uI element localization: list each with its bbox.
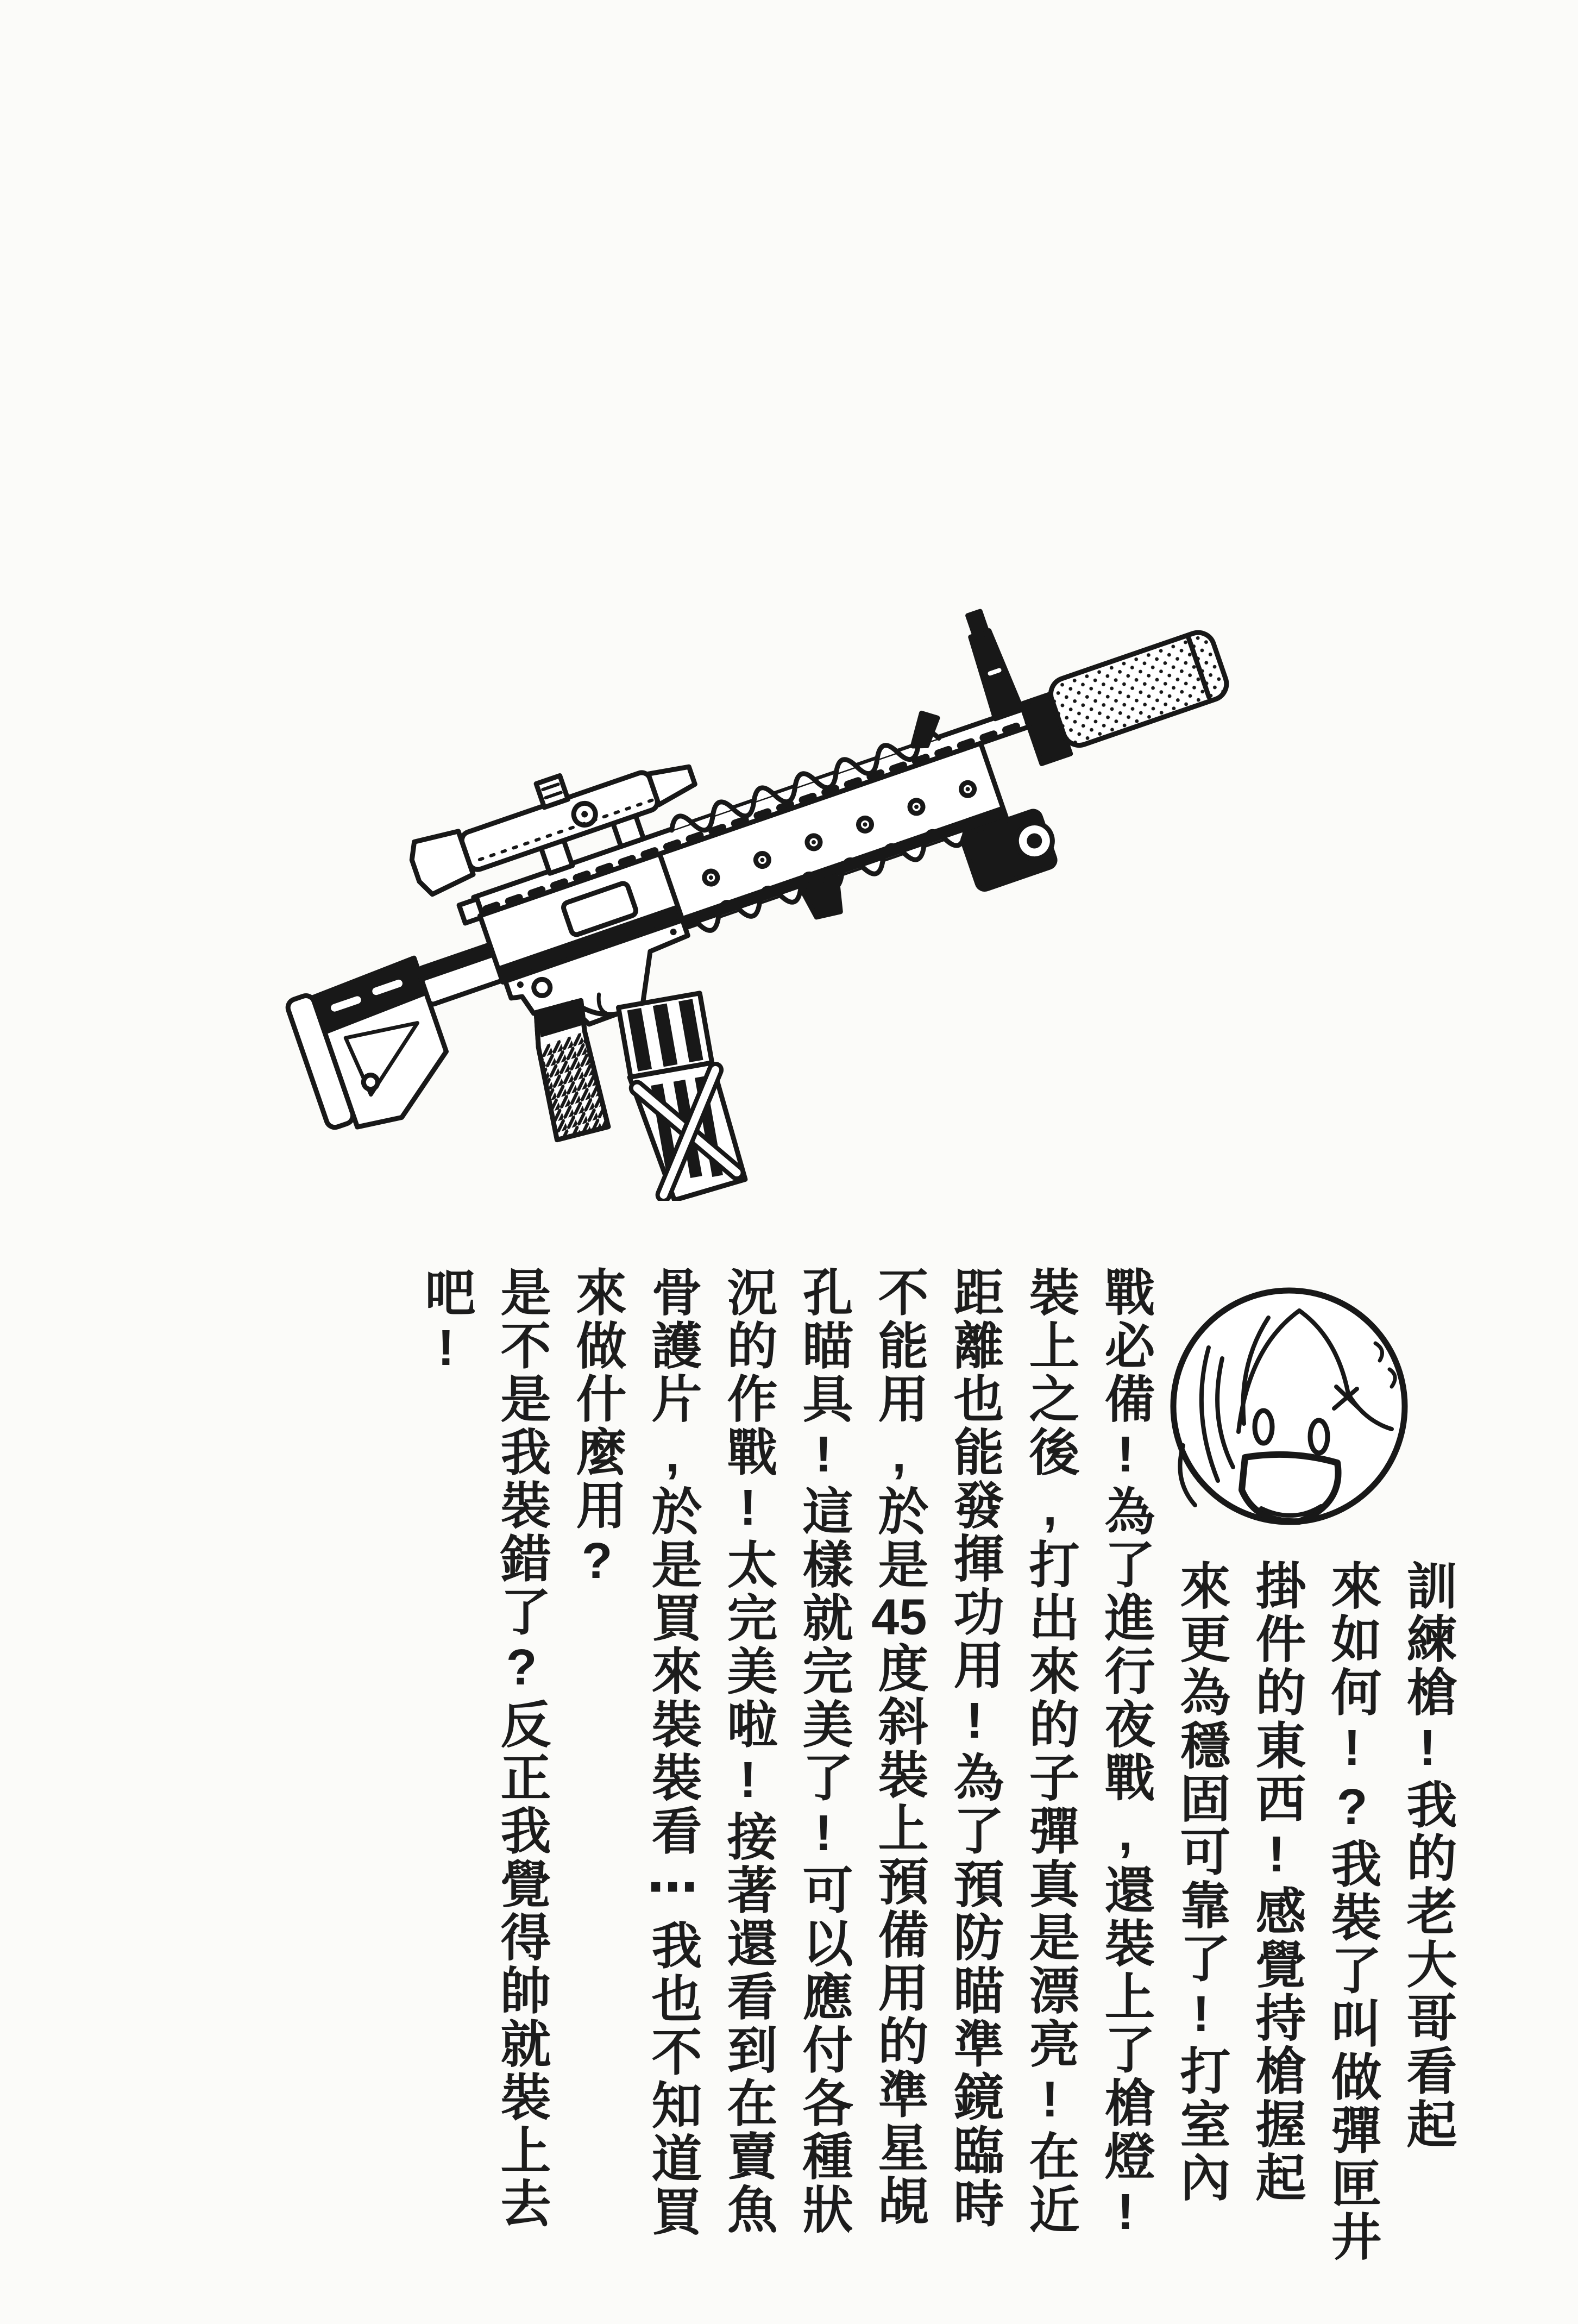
text-column-6 (1012, 1266, 1087, 2298)
column-text: 是不是我裝錯了?反正我覺得帥就裝上去 (493, 1266, 550, 2231)
text-column-13 (483, 1266, 559, 2298)
text-column-12 (559, 1266, 634, 2298)
column-text: 不能用,於是 (871, 1266, 927, 1592)
column-text: 訓練槍!我的老大哥看起 (1399, 1559, 1456, 2151)
text-column-14 (408, 1266, 483, 2298)
column-text: 況的作戰!太完美啦!接著還看到在賣魚 (720, 1266, 776, 2237)
column-text: 戰必備!為了進行夜戰,還裝上了槍燈! (1097, 1266, 1154, 2242)
column-text: 來如何!?我裝了叫做彈匣井 (1324, 1559, 1380, 2264)
text-column-9 (785, 1266, 861, 2298)
text-column-4 (1163, 1266, 1238, 2298)
column-text: 度斜裝上預備用的準星覘 (871, 1642, 927, 2228)
column-text: 骨護片,於是買來裝裝看⋯我也不知道買 (644, 1266, 701, 2239)
magazine (617, 991, 746, 1201)
text-column-1 (1390, 1266, 1465, 2298)
column-text: 孔瞄具!這樣就完美了!可以應付各種狀 (795, 1266, 852, 2237)
column-text: 來做什麼用? (569, 1266, 625, 1592)
column-text: 來更為穩固可靠了!打室內 (1173, 1559, 1229, 2204)
monologue-text-block (408, 1266, 1465, 2298)
text-column-8 (861, 1266, 936, 2298)
text-column-10 (710, 1266, 785, 2298)
suppressor (1017, 628, 1232, 763)
text-column-3 (1238, 1266, 1314, 2298)
rifle-illustration (234, 576, 1374, 1201)
horizontal-number: 45 (871, 1592, 927, 1642)
column-text: 裝上之後,打出來的子彈真是漂亮!在近 (1022, 1266, 1078, 2237)
text-column-11 (634, 1266, 710, 2298)
text-column-2 (1314, 1266, 1390, 2298)
column-text: 吧! (418, 1266, 474, 1379)
text-column-7 (936, 1266, 1012, 2298)
column-text: 掛件的東西!感覺持槍握起 (1248, 1559, 1305, 2204)
rifle-svg (234, 576, 1374, 1201)
column-text: 距離也能發揮功用!為了預防瞄準鏡臨時 (946, 1266, 1003, 2231)
front-sight (960, 609, 1022, 719)
text-column-5 (1087, 1266, 1163, 2298)
